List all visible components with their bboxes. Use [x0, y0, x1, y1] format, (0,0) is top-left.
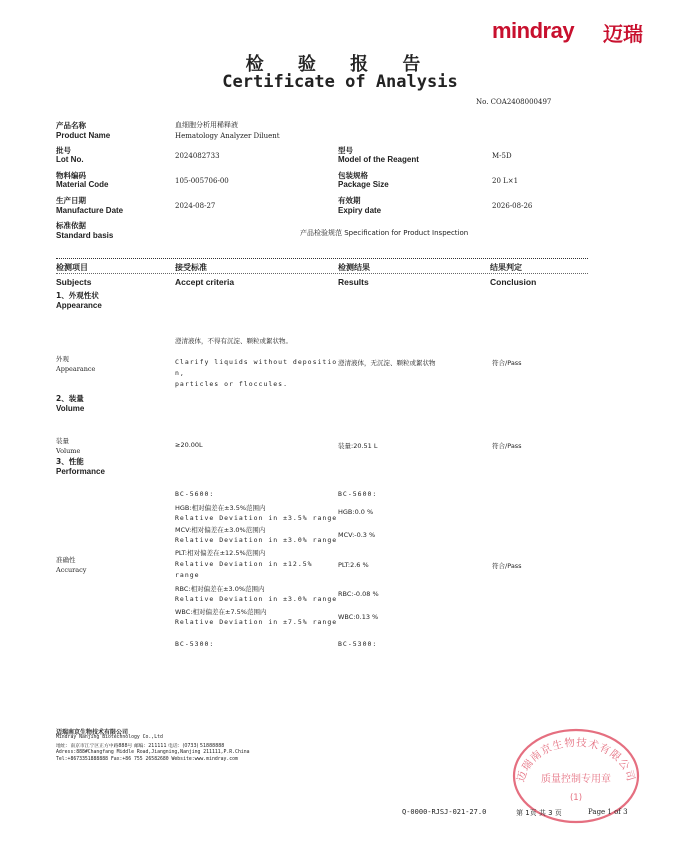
col-results-cn: 检测结果 [338, 263, 370, 272]
mindray-logo: mindray [492, 18, 575, 43]
model-label-en: Model of the Reagent [338, 155, 419, 164]
model-label-cn: 型号 [338, 146, 353, 155]
lot-label-en: Lot No. [56, 155, 84, 164]
hgb-criteria-en: Relative Deviation in ±3.5% range [175, 514, 338, 522]
expiry-value: 2026-08-26 [492, 202, 533, 210]
appearance-criteria-cn: 澄清液体，不得有沉淀、颗粒或絮状物。 [175, 337, 292, 345]
header-divider [56, 258, 588, 259]
rbc-criteria-en: Relative Deviation in ±3.0% range [175, 595, 338, 603]
header-inner-divider [56, 273, 588, 274]
wbc-result: WBC:0.13 % [338, 613, 379, 621]
bc5300-result-label: BC-5300: [338, 640, 378, 648]
section-appearance-en: Appearance [56, 301, 102, 310]
volume-criteria: ≥20.00L [175, 441, 203, 449]
document-number: No. COA2408000497 [476, 98, 552, 106]
company-contact: Tel:+8673351888888 Fax:+86 755 26582680 Website:www.mindray.com [56, 757, 238, 762]
accuracy-label-cn: 准确性 [56, 556, 76, 564]
appearance-label-cn: 外观 [56, 355, 69, 363]
mindray-logo-cn: 迈瑞 [603, 22, 643, 46]
bc5600-label: BC-5600: [175, 490, 215, 498]
plt-criteria-en-1: Relative Deviation in ±12.5% [175, 560, 313, 568]
section-performance-cn: 3、性能 [56, 457, 84, 466]
company-name-cn: 迈瑞南京生物技术有限公司 [56, 729, 129, 736]
company-address-cn: 地址：南京市江宁区正方中路888号 邮编：211111 电话：(0733) 51888888 [56, 744, 225, 749]
volume-label-en: Volume [56, 447, 81, 455]
section-volume-en: Volume [56, 404, 85, 413]
plt-criteria-cn: PLT:相对偏差在±12.5%范围内 [175, 549, 266, 557]
mcv-criteria-en: Relative Deviation in ±3.0% range [175, 536, 338, 544]
wbc-criteria-en: Relative Deviation in ±7.5% range [175, 618, 338, 626]
package-label-en: Package Size [338, 180, 389, 189]
hgb-result: HGB:0.0 % [338, 508, 374, 516]
standard-value: 产品检验规范 Specification for Product Inspection [300, 229, 469, 237]
seal-number: (1) [569, 793, 583, 803]
bc5600-result-label: BC-5600: [338, 490, 378, 498]
appearance-result: 澄清液体，无沉淀、颗粒或絮状物 [338, 359, 436, 367]
package-label-cn: 包装规格 [338, 171, 368, 180]
expiry-label-en: Expiry date [338, 206, 382, 215]
company-address-en: Adress:888#Changfang Middle Road,Jiangning,Nanjing 211111,P.R.China [56, 750, 250, 755]
page-number-cn: 第 1页 共 3 页 [516, 809, 562, 817]
mfg-date-label-cn: 生产日期 [56, 196, 86, 205]
standard-label-cn: 标准依据 [56, 221, 86, 230]
col-results-en: Results [338, 277, 369, 287]
col-subjects-en: Subjects [56, 277, 92, 287]
title-cn: 检 验 报 告 [245, 54, 435, 75]
expiry-label-cn: 有效期 [338, 196, 361, 205]
seal-center-text: 质量控制专用章 [541, 774, 611, 785]
section-appearance-cn: 1、外观性状 [56, 291, 99, 300]
accuracy-conclusion: 符合/Pass [492, 562, 522, 570]
col-conclusion-cn: 结果判定 [490, 263, 522, 272]
wbc-criteria-cn: WBC:相对偏差在±7.5%范围内 [175, 608, 267, 616]
mcv-criteria-cn: MCV:相对偏差在±3.0%范围内 [175, 526, 266, 534]
product-name-label-en: Product Name [56, 131, 111, 140]
hgb-criteria-cn: HGB:相对偏差在±3.5%范围内 [175, 504, 266, 512]
plt-result: PLT:2.6 % [338, 561, 369, 569]
material-label-en: Material Code [56, 180, 109, 189]
standard-label-en: Standard basis [56, 231, 114, 240]
section-performance-en: Performance [56, 467, 105, 476]
mfg-date-value: 2024-08-27 [175, 202, 216, 210]
rbc-result: RBC:-0.08 % [338, 590, 379, 598]
col-criteria-en: Accept criteria [175, 277, 235, 287]
material-label-cn: 物料编码 [56, 171, 86, 180]
form-number: Q-0000-RJSJ-021-27.0 [402, 808, 487, 816]
material-value: 105-005706-00 [175, 177, 229, 185]
model-value: M-5D [492, 152, 512, 160]
appearance-conclusion: 符合/Pass [492, 359, 522, 367]
product-name-value-cn: 血细胞分析用稀释液 [175, 121, 238, 129]
lot-value: 2024082733 [175, 152, 220, 160]
package-value: 20 L×1 [492, 177, 519, 185]
product-name-value-en: Hematology Analyzer Diluent [175, 132, 280, 140]
company-name-en: Mindray Nanjing Biotechnology Co.,Ltd [56, 735, 163, 740]
volume-label-cn: 装量 [56, 437, 69, 445]
appearance-label-en: Appearance [56, 365, 96, 373]
product-name-label-cn: 产品名称 [56, 121, 86, 130]
appearance-criteria-en-1: Clarify liquids without depositio [175, 358, 338, 366]
volume-result: 装量:20.51 L [338, 442, 378, 450]
plt-criteria-en-2: range [175, 571, 200, 579]
section-volume-cn: 2、装量 [56, 394, 84, 403]
page-number-en: Page 1 of 3 [588, 808, 628, 816]
mfg-date-label-en: Manufacture Date [56, 206, 124, 215]
seal-ring-text: 迈瑞南京生物技术有限公司 [515, 736, 637, 784]
accuracy-label-en: Accuracy [56, 566, 87, 574]
title-en: Certificate of Analysis [222, 72, 458, 92]
col-subjects-cn: 检测项目 [56, 263, 88, 272]
appearance-criteria-en-3: particles or floccules. [175, 380, 289, 388]
rbc-criteria-cn: RBC:相对偏差在±3.0%范围内 [175, 585, 265, 593]
col-conclusion-en: Conclusion [490, 277, 537, 287]
volume-conclusion: 符合/Pass [492, 442, 522, 450]
col-criteria-cn: 接受标准 [175, 263, 207, 272]
lot-label-cn: 批号 [56, 146, 71, 155]
mcv-result: MCV:-0.3 % [338, 531, 376, 539]
appearance-criteria-en-2: n, [175, 369, 185, 377]
bc5300-label: BC-5300: [175, 640, 215, 648]
